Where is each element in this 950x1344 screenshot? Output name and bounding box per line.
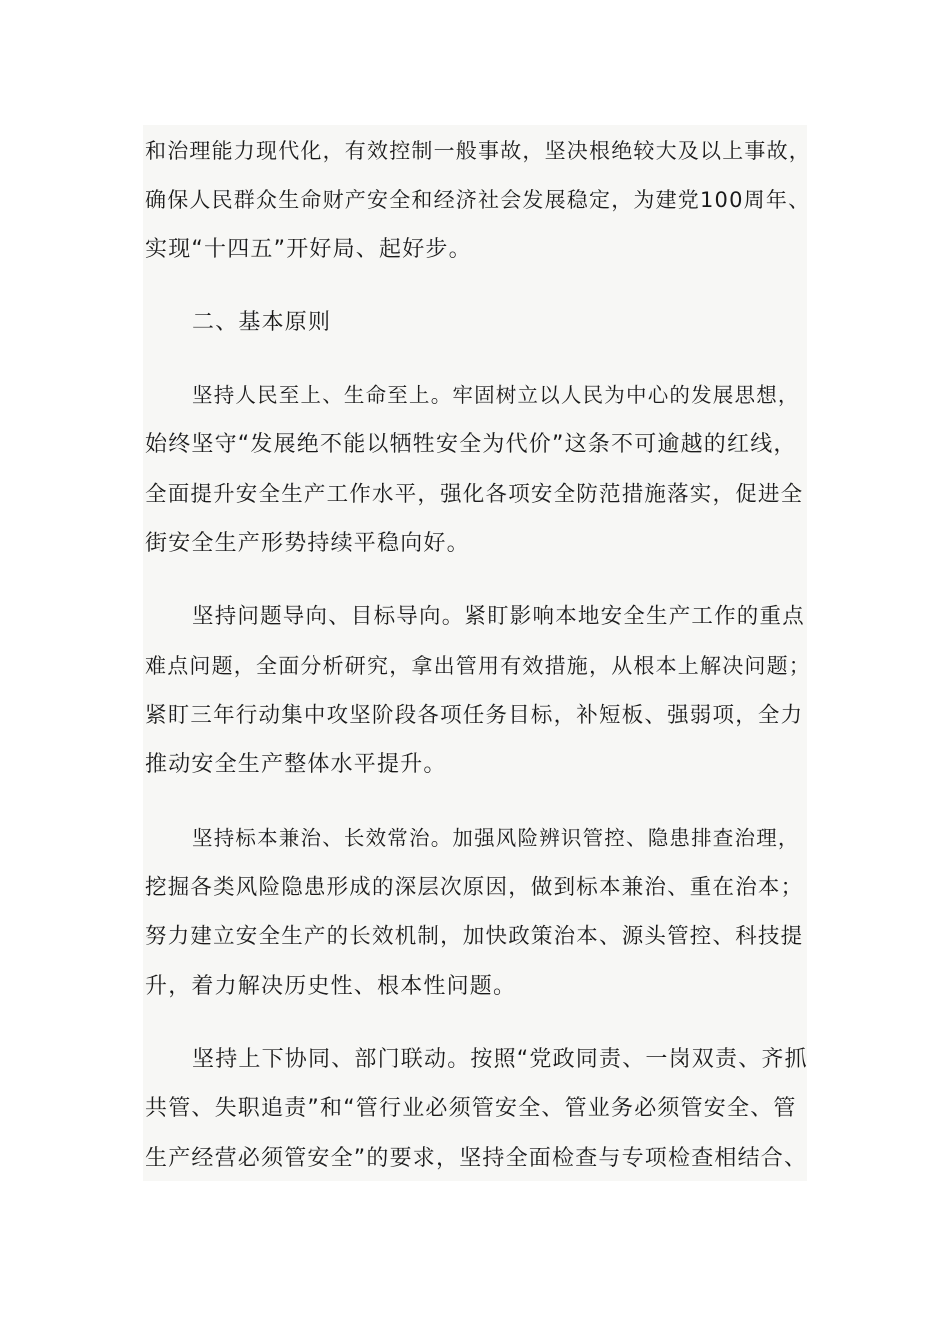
paragraph-line: 共管、失职追责”和“管行业必须管安全、管业务必须管安全、管	[145, 1096, 797, 1121]
paragraph-line: 推动安全生产整体水平提升。	[145, 752, 447, 777]
paragraph-line: 努力建立安全生产的长效机制，加快政策治本、源头管控、科技提	[145, 924, 804, 949]
paragraph-line: 和治理能力现代化，有效控制一般事故，坚决根绝较大及以上事故，	[145, 139, 811, 163]
paragraph-line: 始终坚守“发展绝不能以牺牲安全为代价”这条不可逾越的红线，	[145, 432, 797, 457]
paragraph-line: 确保人民群众生命财产安全和经济社会发展稳定，为建党100周年、	[145, 188, 811, 212]
paragraph-line: 坚持上下协同、部门联动。按照“党政同责、一岗双责、齐抓	[192, 1047, 808, 1072]
paragraph-line: 坚持问题导向、目标导向。紧盯影响本地安全生产工作的重点	[192, 604, 805, 629]
paragraph-line: 全面提升安全生产工作水平，强化各项安全防范措施落实，促进全	[145, 482, 804, 507]
section-heading: 二、基本原则	[192, 310, 332, 335]
paragraph-line: 坚持标本兼治、长效常治。加强风险辨识管控、隐患排查治理，	[192, 826, 800, 850]
paragraph-line: 升，着力解决历史性、根本性问题。	[145, 974, 517, 999]
paragraph-line: 实现“十四五”开好局、起好步。	[145, 237, 472, 262]
paragraph-line: 街安全生产形势持续平稳向好。	[145, 531, 470, 556]
paragraph-line: 紧盯三年行动集中攻坚阶段各项任务目标，补短板、强弱项，全力	[145, 703, 804, 728]
paragraph-line: 难点问题，全面分析研究，拿出管用有效措施，从根本上解决问题；	[145, 654, 811, 678]
paragraph-line: 挖掘各类风险隐患形成的深层次原因，做到标本兼治、重在治本；	[145, 875, 804, 900]
paragraph-line: 坚持人民至上、生命至上。牢固树立以人民为中心的发展思想，	[192, 383, 800, 407]
paragraph-line: 生产经营必须管安全”的要求，坚持全面检查与专项检查相结合、	[145, 1146, 808, 1171]
